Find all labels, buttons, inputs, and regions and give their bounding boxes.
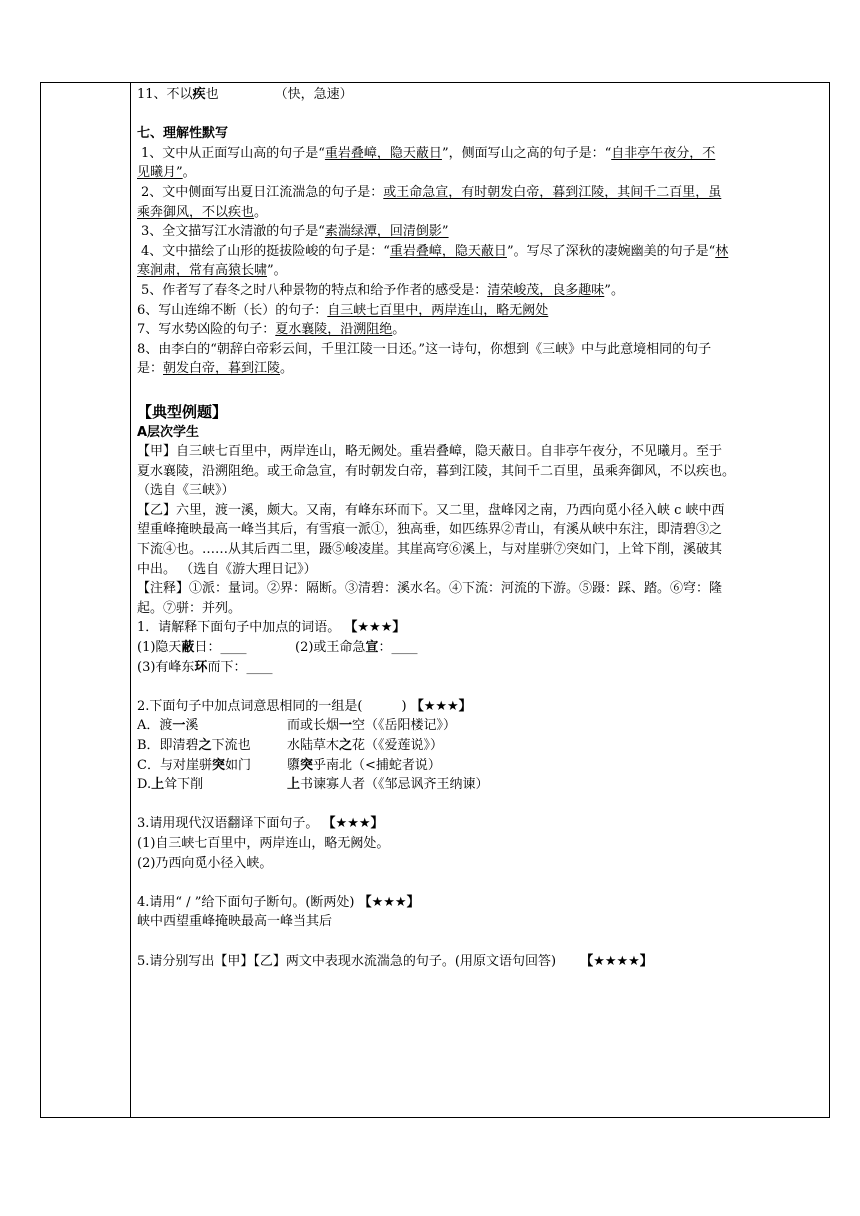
passage-jia-1: 【甲】自三峡七百里中，两岸连山，略无阙处。重岩叠嶂，隐天蔽日。自非亭午夜分，不见曦月。至于 — [137, 444, 723, 460]
question-4: 4.请用“ / ”给下面句子断句。(断两处) 【★★★】 — [137, 894, 420, 910]
dictation-q1-cont: 见曦月”。 — [137, 165, 196, 181]
passage-yi-4: 中出。 （选自《游大理日记》） — [137, 561, 317, 577]
question-5: 5.请分别写出【甲】【乙】两文中表现水流湍急的句子。(用原文语句回答) 【★★★★】 — [137, 953, 653, 969]
dictation-q8: 8、由李白的“朝辞白帝彩云间，千里江陵一日还。”这一诗句，你想到《三峡》中与此意境相同的句子 — [137, 341, 712, 357]
dictation-q6: 6、写山连绵不断（长）的句子：自三峡七百里中，两岸连山，略无阙处 — [137, 302, 549, 318]
passage-yi-3: 下流④也。……从其后西二里，蹑⑤峻凌崖。其崖高穹⑥溪上，与对崖骈⑦突如门，上耸下削，溪破其 — [137, 542, 723, 558]
content-table — [40, 82, 830, 1118]
dictation-q2-cont: 乘奔御风，不以疾也。 — [137, 204, 268, 220]
question-2: 2.下面句子中加点词意思相同的一组是( ) 【★★★】 — [137, 698, 472, 714]
examples-title: 【典型例题】 — [137, 402, 228, 421]
dictation-q8-cont: 是：朝发白帝，暮到江陵。 — [137, 361, 294, 377]
dictation-q7: 7、写水势凶险的句子：夏水襄陵，沿溯阻绝。 — [137, 322, 406, 338]
question-4-sentence: 峡中西望重峰掩映最高一峰当其后 — [137, 914, 333, 930]
dictation-q4: 4、文中描绘了山形的挺拔险峻的句子是：“重岩叠嶂，隐天蔽日”。写尽了深秋的凄婉幽美的句子是“林 — [141, 243, 729, 259]
passage-yi-1: 【乙】六里，渡一溪，颇大。又南，有峰东环而下。又二里，盘峰冈之南，乃西向觅小径入峡 c 峡中西 — [137, 502, 725, 518]
section-7-title: 七、理解性默写 — [137, 126, 229, 142]
passage-yi-2: 望重峰掩映最高一峰当其后，有雪痕一派①，独高垂，如匹练界②青山，有溪从峡中东注，即清碧③之 — [137, 522, 723, 538]
content-cell — [137, 85, 825, 971]
dictation-q3: 3、全文描写江水清澈的句子是“素湍绿潭，回清倒影” — [141, 224, 449, 240]
passage-jia-2: 夏水襄陵，沿溯阻绝。或王命急宣，有时朝发白帝，暮到江陵，其间千二百里，虽乘奔御风，不以疾也。 — [137, 463, 736, 479]
question-1: 1．请解释下面句子中加点的词语。 【★★★】 — [137, 620, 406, 636]
question-2-option-c: C．与对崖骈突如门 隳突乎南北（<捕蛇者说） — [137, 757, 441, 773]
dictation-q4-cont: 寒涧肃，常有高猿长啸”。 — [137, 263, 287, 279]
question-3-item-2: (2)乃西向觅小径入峡。 — [137, 855, 273, 871]
question-1-items: (1)隐天蔽日：____ (2)或王命急宣：____ — [137, 640, 418, 656]
dictation-q2: 2、文中侧面写出夏日江流湍急的句子是：或王命急宣，有时朝发白帝，暮到江陵，其间千二百里，虽 — [141, 184, 722, 200]
question-3: 3.请用现代汉语翻译下面句子。 【★★★】 — [137, 816, 384, 832]
question-3-item-1: (1)自三峡七百里中，两岸连山，略无阙处。 — [137, 835, 390, 851]
question-2-option-b: B．即清碧之下流也 水陆草木之花（《爱莲说》） — [137, 738, 444, 753]
column-divider — [130, 83, 131, 1117]
question-1-item-3: (3)有峰东环而下：____ — [137, 659, 273, 675]
question-2-option-a: A．渡一溪 而或长烟一空（《岳阳楼记》） — [137, 718, 457, 734]
level-label: A层次学生 — [137, 424, 200, 440]
dictation-q1: 1、文中从正面写山高的句子是“重岩叠嶂，隐天蔽日”，侧面写山之高的句子是：“自非亭午夜分，不 — [141, 145, 716, 161]
notes-1: 【注释】①派：量词。②界：隔断。③清碧：溪水名。④下流：河流的下游。⑤蹑：踩、踏。⑥穹：隆 — [137, 581, 723, 597]
dictation-q5: 5、作者写了春冬之时八种景物的特点和给予作者的感受是：清荣峻茂，良多趣味”。 — [141, 282, 624, 298]
passage-jia-source: （选自《三峡》） — [137, 483, 235, 499]
notes-2: 起。⑦骈：并列。 — [137, 600, 242, 616]
item-11: 11、不以疾也 （快，急速） — [137, 87, 353, 102]
question-2-option-d: D.上耸下削 上书谏寡人者（《邹忌讽齐王纳谏） — [137, 777, 489, 793]
